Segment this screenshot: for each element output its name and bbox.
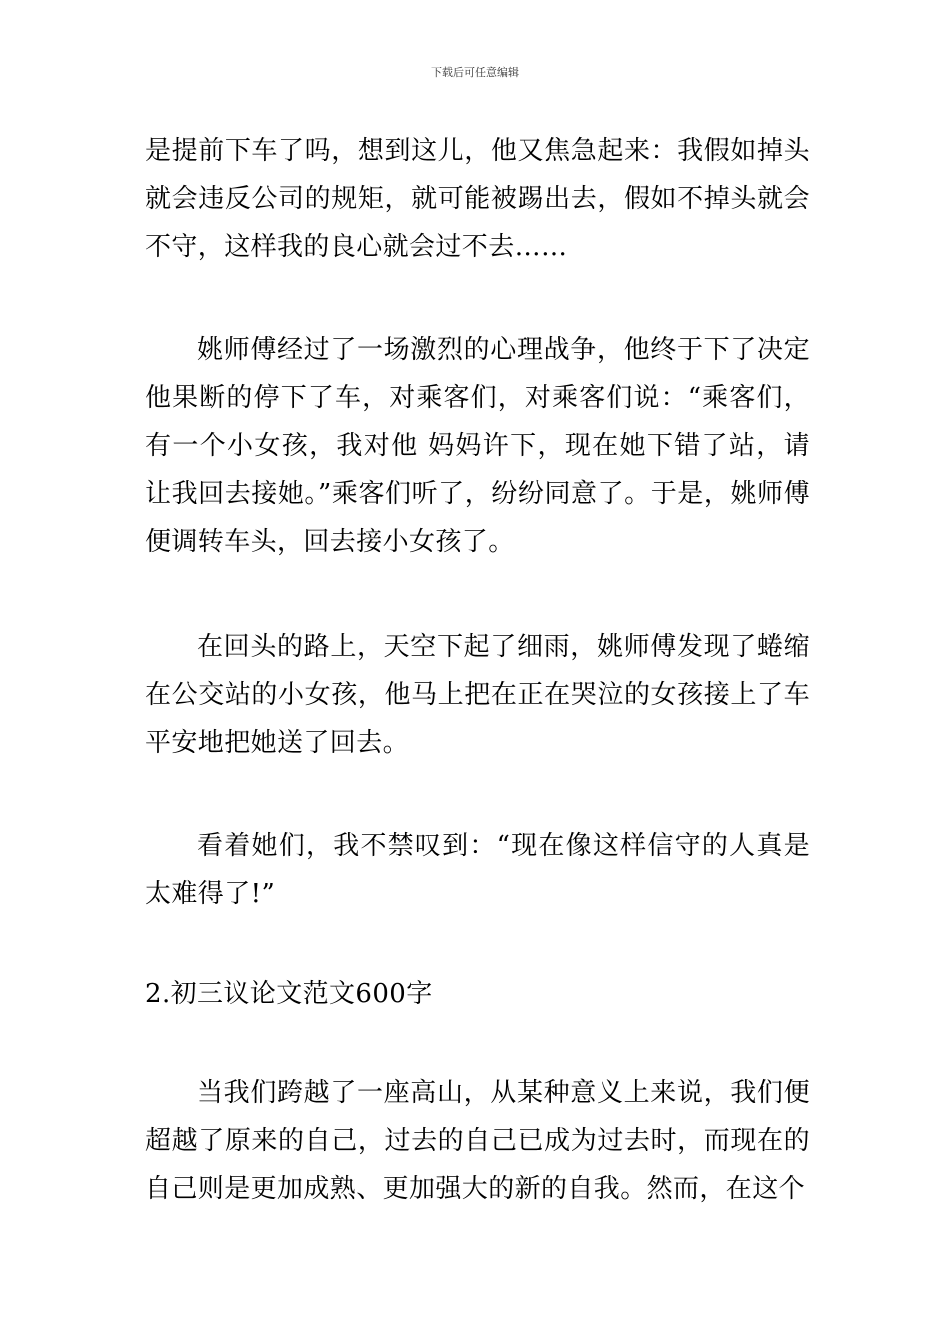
paragraph-2: [145, 326, 810, 566]
page-header-note: 下载后可任意编辑: [431, 66, 519, 79]
section-heading-text: 2.初三议论文范文600字: [145, 979, 433, 1009]
section-heading: [145, 970, 810, 1018]
paragraph-text: 看着她们，我不禁叹到：“现在像这样信守的人真是太难得了!”: [145, 831, 810, 909]
paragraph-text: 姚师傅经过了一场激烈的心理战争，他终于下了决定他果断的停下了车，对乘客们，对乘客们说：“乘客们，有一个小女孩，我对他 妈妈许下，现在她下错了站，请让我回去接她。”乘客们听了，纷纷同意了。于是，姚师傅便调转车头，回去接小女孩了。: [145, 335, 810, 557]
paragraph-1: [145, 127, 810, 271]
paragraph-text: 当我们跨越了一座高山，从某种意义上来说，我们便超越了原来的自己，过去的自己已成为过去时，而现在的自己则是更加成熟、更加强大的新的自我。然而，在这个: [145, 1078, 810, 1204]
paragraph-4: [145, 822, 810, 918]
paragraph-3: [145, 623, 810, 767]
paragraph-5: [145, 1069, 810, 1213]
paragraph-text: 在回头的路上，天空下起了细雨，姚师傅发现了蜷缩在公交站的小女孩，他马上把在正在哭泣的女孩接上了车平安地把她送了回去。: [145, 632, 810, 758]
paragraph-text: 是提前下车了吗，想到这儿，他又焦急起来：我假如掉头就会违反公司的规矩，就可能被踢出去，假如不掉头就会不守，这样我的良心就会过不去……: [145, 136, 810, 262]
